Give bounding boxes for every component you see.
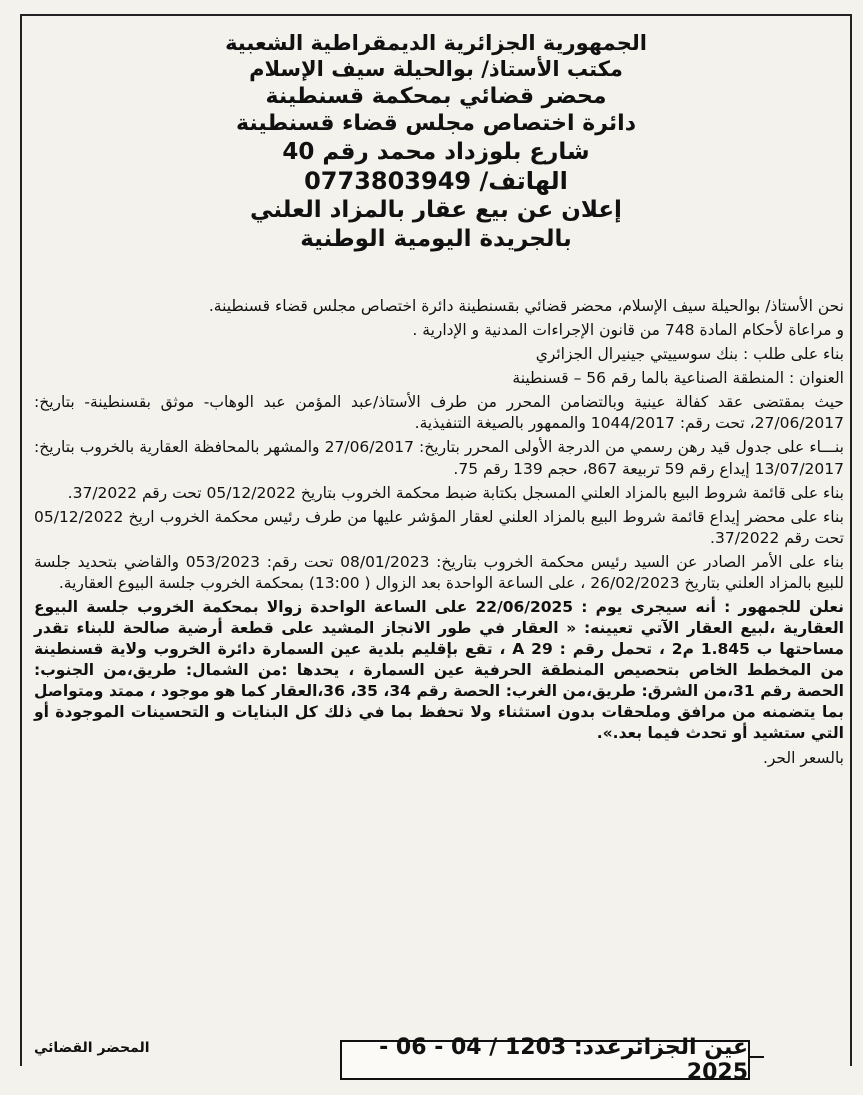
- signature-label: المحضر القضائي: [34, 1040, 150, 1056]
- bailiff-title: محضر قضائي بمحكمة قسنطينة: [265, 83, 607, 109]
- jurisdiction: دائرة اختصاص مجلس قضاء قسنطينة: [236, 111, 636, 136]
- paragraph-legal-basis: و مراعاة لأحكام المادة 748 من قانون الإجراءات المدنية و الإدارية .: [412, 321, 844, 340]
- publication-number: عين الجزائرعدد: 1203 / 04 - 06 - 2025: [340, 1040, 750, 1080]
- paragraph-deposit: بناء على محضر إيداع قائمة شروط البيع بالمزاد العلني لعقار المؤشر عليها من طرف رئيس محكمة الخروب اريخ 05/12/2022 تحت رقم 37/2022.: [34, 507, 844, 547]
- notice-header: [30, 30, 842, 254]
- office-name: مكتب الأستاذ/ بوالحيلة سيف الإسلام: [249, 57, 623, 82]
- paragraph-order: بناء على الأمر الصادر عن السيد رئيس محكمة الخروب بتاريخ: 08/01/2023 تحت رقم: 053/2023 والقاضي بتحديد جلسة للبيع بالمزاد العلني بتاريخ 26/02/2023 ، على الساعة الواحدة بعد الزوال ( 13:00) بمحكمة الخروب جلسة البيوع العقارية.: [34, 552, 844, 592]
- notice-subtitle: بالجريدة اليومية الوطنية: [300, 226, 572, 252]
- notice-body: [34, 296, 844, 772]
- paragraph-mortgage: بنـــاء على جدول قيد رهن رسمي من الدرجة الأولى المحرر بتاريخ: 27/06/2017 والمشهر بالمحافظة العقارية بالخروب بتاريخ: 13/07/2017 إيداع رقم 59 تربيعة 867، حجم 139 رقم 75.: [34, 438, 844, 478]
- paragraph-guarantee: حيث بمقتضى عقد كفالة عينية وبالتضامن المحرر من طرف الأستاذ/عبد المؤمن عبد الوهاب- موثق بقسنطينة- بتاريخ: 27/06/2017، تحت رقم: 1044/2017 والممهور بالصيغة التنفيذية.: [34, 393, 844, 433]
- phone: الهاتف/ 0773803949: [304, 167, 568, 196]
- paragraph-address: العنوان : المنطقة الصناعية بالما رقم 56 – قسنطينة: [512, 369, 844, 388]
- paragraph-price: بالسعر الحر.: [762, 748, 844, 767]
- footer-divider: [750, 1056, 764, 1058]
- paragraph-requester: بناء على طلب : بنك سوسييتي جينيرال الجزائري: [535, 345, 844, 364]
- notice-title: إعلان عن بيع عقار بالمزاد العلني: [250, 197, 622, 224]
- country-title: الجمهورية الجزائرية الديمقراطية الشعبية: [225, 31, 647, 55]
- paragraph-conditions: بناء على قائمة شروط البيع بالمزاد العلني المسجل بكتابة ضبط محكمة الخروب بتاريخ 05/12/2022 تحت رقم 37/2022.: [67, 483, 844, 502]
- address: شارع بلوزداد محمد رقم 40: [282, 138, 590, 165]
- paragraph-announcement: نعلن للجمهور : أنه سيجرى يوم : 22/06/2025 على الساعة الواحدة زوالا بمحكمة الخروب جلسة البيوع العقارية ،لبيع العقار الآتي تعيينه: « العقار في طور الانجاز المشيد على قطعة أرضية صالحة للبناء تقدر مساحتها ب 1.845 م2 ، تحمل رقم : A 29 ، تقع بإقليم بلدية عين السمارة دائرة الخروب ولاية قسنطينة من المخطط الخاص بتحصيص المنطقة الحرفية عين السمارة ، يحدها :من الشمال: طريق،من الجنوب: الحصة رقم 31،من الشرق: طريق،من الغرب: الحصة رقم 34، 35، 36،العقار كما هو موجود ، ممتد ومتواصل بما يتضمنه من مرافق وملحقات بدون استثناء ولا تحفظ بما في ذلك كل البنايات و التحسينات الموجودة أو التي ستشيد أو تحدث فيما بعد.».: [34, 598, 844, 743]
- paragraph-intro: نحن الأستاذ/ بوالحيلة سيف الإسلام، محضر قضائي بقسنطينة دائرة اختصاص مجلس قضاء قسنطينة.: [208, 297, 844, 315]
